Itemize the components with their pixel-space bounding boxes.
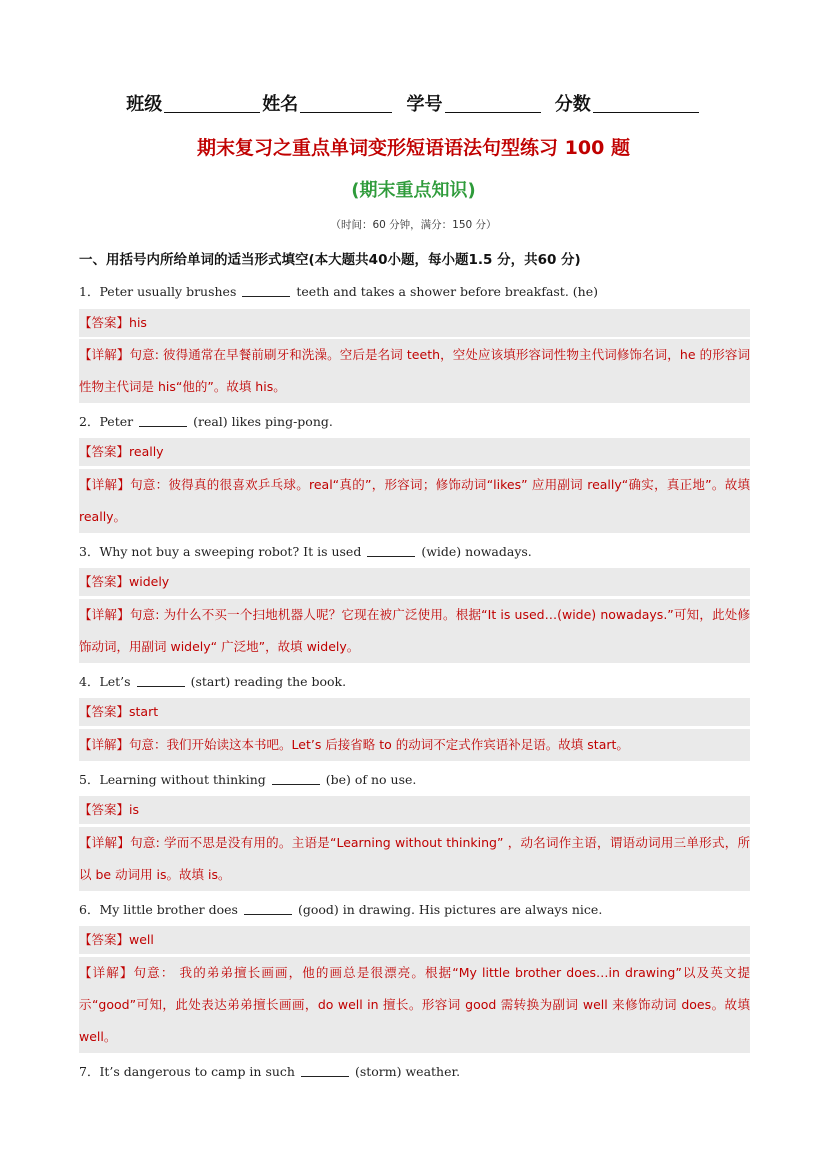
- question-text-after: (be) of no use.: [325, 772, 417, 787]
- question-number: 3．: [79, 544, 100, 559]
- question-text-after: (real) likes ping-pong.: [193, 414, 333, 429]
- question-text-before: Learning without thinking: [99, 772, 266, 787]
- question-number: 2．: [79, 414, 100, 429]
- answer-tag: 【答案】: [79, 704, 130, 719]
- question-text-before: My little brother does: [99, 902, 238, 917]
- answer-blank: [301, 1064, 349, 1077]
- question-item: [79, 770, 759, 788]
- question-text-after: (start) reading the book.: [190, 674, 347, 689]
- question-item: [79, 900, 759, 918]
- question-number: 5．: [79, 772, 100, 787]
- time-info: （时间：60 分钟，满分：150 分）: [330, 219, 497, 231]
- answer-text: is: [129, 802, 140, 817]
- name-blank: [300, 94, 392, 113]
- student-info-line: [0, 90, 827, 116]
- answer-row: [79, 796, 750, 824]
- detail-block: [79, 957, 750, 1053]
- answer-text: his: [129, 315, 147, 330]
- question-text-before: It’s dangerous to camp in such: [99, 1064, 295, 1079]
- detail-text: 句意: 彼得通常在早餐前刷牙和洗澡。空后是名词 teeth，空处应该填形容词性物主代词修饰名词，he 的形容词性物主代词是 his“他的”。故填 his。: [79, 347, 750, 394]
- detail-tag: 【详解】: [79, 477, 131, 492]
- question-item: [79, 282, 759, 300]
- answer-row: [79, 568, 750, 596]
- question-number: 6．: [79, 902, 100, 917]
- question-text-after: (good) in drawing. His pictures are always nice.: [297, 902, 603, 917]
- answer-text: well: [129, 932, 154, 947]
- answer-text: really: [129, 444, 164, 459]
- answer-blank: [367, 544, 415, 557]
- detail-block: [79, 599, 750, 663]
- answer-row: [79, 698, 750, 726]
- answer-tag: 【答案】: [79, 444, 130, 459]
- answer-row: [79, 926, 750, 954]
- id-blank: [445, 94, 541, 113]
- page-title: 期末复习之重点单词变形短语语法句型练习 100 题: [197, 137, 630, 159]
- question-text-before: Why not buy a sweeping robot? It is used: [99, 544, 362, 559]
- question-text-after: teeth and takes a shower before breakfast. (he): [296, 284, 598, 299]
- question-item: [79, 542, 759, 560]
- detail-text: 句意：彼得真的很喜欢乒乓球。real“真的”，形容词；修饰动词“likes” 应用副词 really“确实，真正地”。故填 really。: [79, 477, 750, 524]
- answer-blank: [137, 674, 185, 687]
- detail-text: 句意：我们开始读这本书吧。Let’s 后接省略 to 的动词不定式作宾语补足语。故填 start。: [129, 737, 629, 752]
- question-text-after: (storm) weather.: [354, 1064, 461, 1079]
- answer-blank: [242, 284, 290, 297]
- question-text-before: Let’s: [99, 674, 131, 689]
- answer-tag: 【答案】: [79, 315, 130, 330]
- question-text-before: Peter: [99, 414, 134, 429]
- detail-block: [79, 827, 750, 891]
- answer-row: [79, 438, 750, 466]
- answer-row: [79, 309, 750, 337]
- score-blank: [593, 94, 699, 113]
- answer-blank: [139, 414, 187, 427]
- answer-blank: [272, 772, 320, 785]
- detail-tag: 【详解】: [79, 347, 130, 362]
- id-label: 学号: [406, 94, 443, 115]
- detail-block: [79, 729, 750, 761]
- question-text-before: Peter usually brushes: [99, 284, 237, 299]
- question-item: [79, 672, 759, 690]
- answer-tag: 【答案】: [79, 932, 130, 947]
- detail-tag: 【详解】: [79, 737, 130, 752]
- detail-block: [79, 469, 750, 533]
- class-blank: [164, 94, 260, 113]
- detail-tag: 【详解】: [79, 607, 130, 622]
- page-subtitle: (期末重点知识): [351, 180, 476, 201]
- question-item: [79, 412, 759, 430]
- answer-tag: 【答案】: [79, 802, 130, 817]
- question-number: 1．: [79, 284, 100, 299]
- section-title: 一、用括号内所给单词的适当形式填空(本大题共40小题，每小题1.5 分，共60 分): [79, 252, 581, 268]
- detail-tag: 【详解】: [79, 965, 134, 980]
- detail-block: [79, 339, 750, 403]
- answer-tag: 【答案】: [79, 574, 130, 589]
- question-number: 4．: [79, 674, 100, 689]
- detail-text: 句意: 为什么不买一个扫地机器人呢？它现在被广泛使用。根据“It is used…(wide) nowadays.”可知，此处修饰动词，用副词 widely“ 广泛地”，故填 widely。: [79, 607, 750, 654]
- class-label: 班级: [126, 94, 163, 115]
- question-item: [79, 1062, 759, 1080]
- detail-text: 句意： 我的弟弟擅长画画，他的画总是很漂亮。根据“My little brother does…in drawing”以及英文提示“good”可知，此处表达弟弟擅长画画，do well in 擅长。形容词 good 需转换为副词 well 来修饰动词 does。故填 well。: [79, 965, 750, 1044]
- question-number: 7．: [79, 1064, 100, 1079]
- detail-text: 句意: 学而不思是没有用的。主语是“Learning without thinking” ，动名词作主语，谓语动词用三单形式，所以 be 动词用 is。故填 is。: [79, 835, 750, 882]
- question-text-after: (wide) nowadays.: [421, 544, 532, 559]
- detail-tag: 【详解】: [79, 835, 131, 850]
- name-label: 姓名: [262, 94, 299, 115]
- score-label: 分数: [554, 94, 591, 115]
- answer-text: start: [129, 704, 159, 719]
- answer-blank: [244, 902, 292, 915]
- answer-text: widely: [129, 574, 170, 589]
